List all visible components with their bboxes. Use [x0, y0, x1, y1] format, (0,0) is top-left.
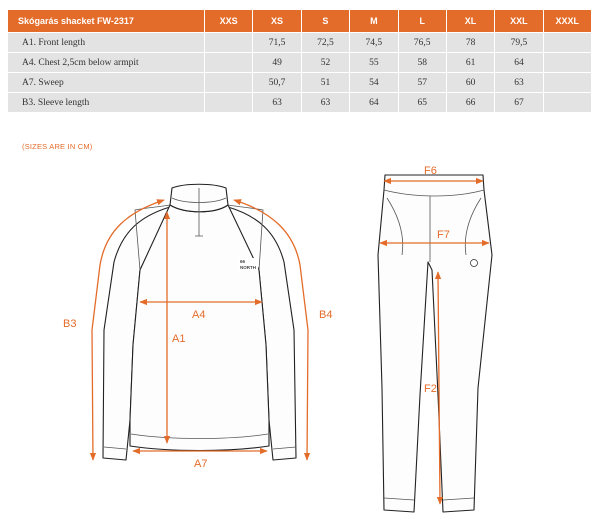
- row-label: A4. Chest 2,5cm below armpit: [8, 53, 204, 72]
- table-cell: 65: [399, 93, 446, 112]
- label-f7: F7: [437, 229, 450, 241]
- brand-logo: [238, 258, 258, 270]
- table-cell: 67: [495, 93, 542, 112]
- table-cell: 58: [399, 53, 446, 72]
- table-cell: 63: [495, 73, 542, 92]
- table-cell: 57: [399, 73, 446, 92]
- table-cell: 76,5: [399, 33, 446, 52]
- table-cell: 79,5: [495, 33, 542, 52]
- label-a7: A7: [194, 458, 208, 470]
- label-a1: A1: [172, 333, 186, 345]
- table-cell: 60: [447, 73, 494, 92]
- size-header-xxs: XXS: [205, 10, 252, 32]
- jacket-illustration: [103, 184, 296, 460]
- size-header-xxl: XXL: [495, 10, 542, 32]
- logo-line-2: NORTH: [240, 265, 256, 270]
- table-cell: 64: [495, 53, 542, 72]
- label-a4: A4: [192, 309, 206, 321]
- row-label: B3. Sleeve length: [8, 93, 204, 112]
- logo-line-1: 66: [240, 259, 246, 264]
- table-cell: 72,5: [302, 33, 349, 52]
- table-cell: 63: [253, 93, 300, 112]
- size-header-xl: XL: [447, 10, 494, 32]
- size-header-l: L: [399, 10, 446, 32]
- table-cell: 64: [350, 93, 397, 112]
- table-cell: 49: [253, 53, 300, 72]
- row-label: A7. Sweep: [8, 73, 204, 92]
- table-cell: 74,5: [350, 33, 397, 52]
- table-cell: 52: [302, 53, 349, 72]
- table-cell: 54: [350, 73, 397, 92]
- table-cell: 51: [302, 73, 349, 92]
- row-label: A1. Front length: [8, 33, 204, 52]
- table-cell: 61: [447, 53, 494, 72]
- size-header-xs: XS: [253, 10, 300, 32]
- label-f2: F2: [424, 383, 437, 395]
- table-cell: 66: [447, 93, 494, 112]
- table-cell: 55: [350, 53, 397, 72]
- units-note: (SIZES ARE IN CM): [22, 142, 93, 151]
- size-header-xxxl: XXXL: [544, 10, 591, 32]
- table-cell: 63: [302, 93, 349, 112]
- size-header-m: M: [350, 10, 397, 32]
- table-cell: 50,7: [253, 73, 300, 92]
- pants-illustration: [378, 175, 492, 512]
- table-title: Skógarás shacket FW-2317: [8, 10, 204, 32]
- size-header-s: S: [302, 10, 349, 32]
- table-cell: 78: [447, 33, 494, 52]
- label-b3: B3: [63, 318, 77, 330]
- label-f6: F6: [424, 165, 437, 177]
- label-b4: B4: [319, 309, 333, 321]
- table-cell: 71,5: [253, 33, 300, 52]
